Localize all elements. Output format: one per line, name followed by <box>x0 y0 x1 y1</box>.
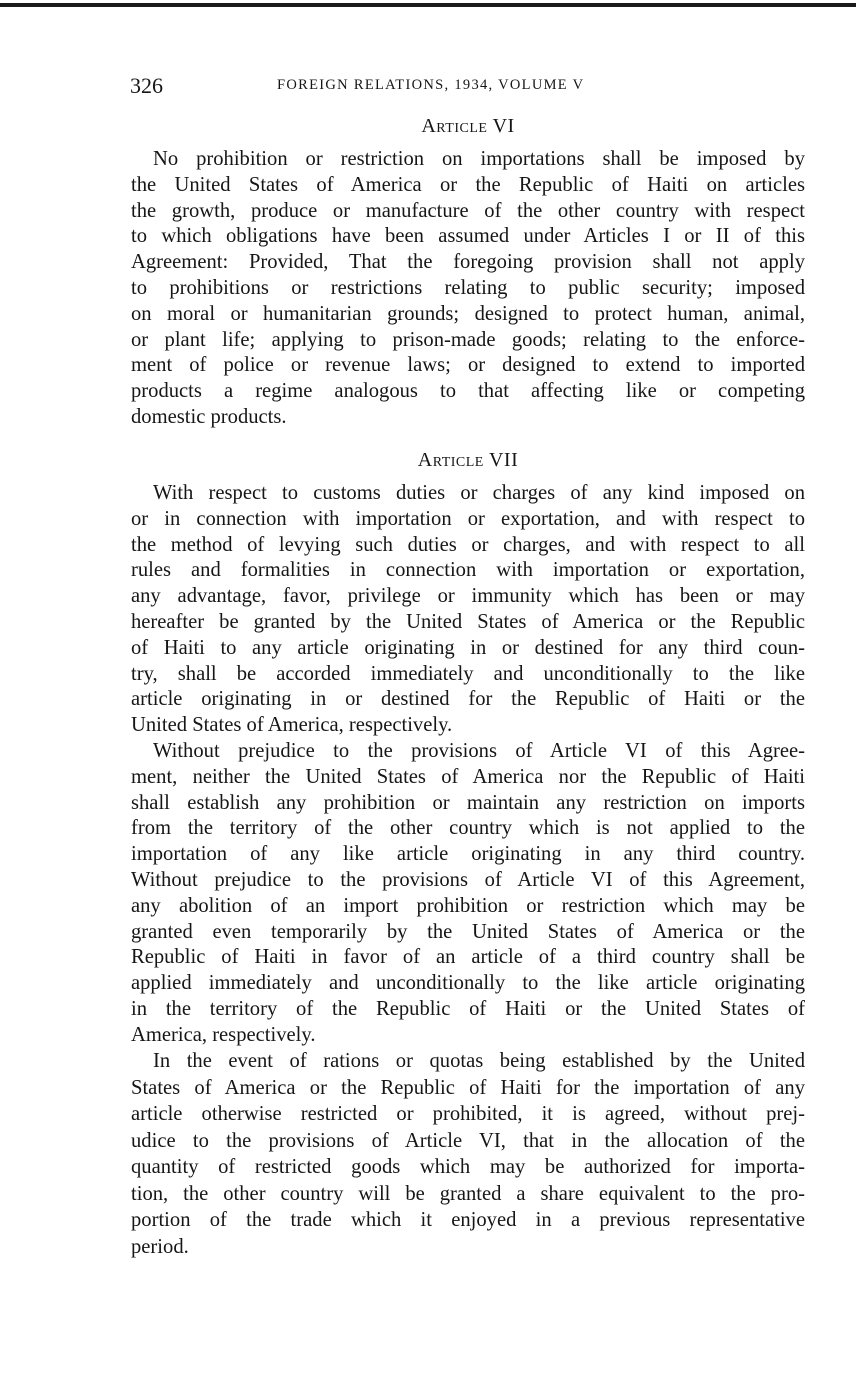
text-line: shall establish any prohibition or maintain any restriction on imports <box>131 791 805 814</box>
article-vi-paragraph-1 <box>131 147 805 431</box>
text-line: granted even temporarily by the United States of America or the <box>131 920 805 943</box>
text-line: rules and formalities in connection with importation or exportation, <box>131 559 805 582</box>
text-line: the growth, produce or manufacture of the other country with respect <box>131 199 805 222</box>
text-line: America, respectively. <box>131 1023 316 1046</box>
text-line: period. <box>131 1235 189 1258</box>
text-line: Agreement: Provided, That the foregoing provision shall not apply <box>131 251 805 274</box>
text-line: from the territory of the other country which is not applied to the <box>131 817 805 840</box>
text-line: With respect to customs duties or charges of any kind imposed on <box>153 482 805 504</box>
text-line: or plant life; applying to prison-made goods; relating to the enforce- <box>131 328 805 351</box>
text-line: Republic of Haiti in favor of an article of a third country shall be <box>131 946 805 969</box>
text-line: In the event of rations or quotas being established by the United <box>153 1050 805 1072</box>
text-line: applied immediately and unconditionally to the like article originating <box>131 972 805 995</box>
text-line: domestic products. <box>131 405 287 428</box>
page-number: 326 <box>130 73 163 98</box>
text-line: importation of any like article originating in any third country. <box>131 843 805 866</box>
text-line: portion of the trade which it enjoyed in a previous representative <box>131 1209 805 1231</box>
text-line: article otherwise restricted or prohibited, it is agreed, without prej- <box>131 1103 805 1125</box>
text-line: on moral or humanitarian grounds; designed to protect human, animal, <box>131 302 805 325</box>
text-line: hereafter be granted by the United States of America or the Republic <box>131 610 805 633</box>
top-rule <box>0 3 856 7</box>
text-line: States of America or the Republic of Haiti for the importation of any <box>131 1076 805 1099</box>
text-line: Without prejudice to the provisions of Article VI of this Agreement, <box>131 868 805 891</box>
text-line: any advantage, favor, privilege or immunity which has been or may <box>131 585 805 608</box>
text-line: try, shall be accorded immediately and unconditionally to the like <box>131 662 805 685</box>
text-line: quantity of restricted goods which may be authorized for importa- <box>131 1156 805 1178</box>
text-line: tion, the other country will be granted a share equivalent to the pro- <box>131 1182 805 1205</box>
text-line: of Haiti to any article originating in or destined for any third coun- <box>131 636 805 659</box>
article-vi-heading: Article VI <box>421 115 515 137</box>
text-line: ment, neither the United States of America nor the Republic of Haiti <box>131 765 805 788</box>
text-line: to which obligations have been assumed under Articles I or II of this <box>131 225 805 248</box>
text-line: ment of police or revenue laws; or designed to extend to imported <box>131 354 805 377</box>
article-vii-paragraph-3 <box>131 1048 805 1260</box>
text-line: the United States of America or the Republic of Haiti on articles <box>131 173 805 196</box>
text-line: United States of America, respectively. <box>131 714 453 737</box>
text-line: udice to the provisions of Article VI, that in the allocation of the <box>131 1129 805 1152</box>
text-line: article originating in or destined for the Republic of Haiti or the <box>131 688 805 711</box>
text-line: Without prejudice to the provisions of Article VI of this Agree- <box>153 740 805 762</box>
text-line: in the territory of the Republic of Haiti or the United States of <box>131 997 805 1020</box>
article-vii-paragraph-1 <box>131 481 805 739</box>
text-line: or in connection with importation or exportation, and with respect to <box>131 507 805 530</box>
article-vii-heading: Article VII <box>417 449 519 471</box>
article-vii-paragraph-2 <box>131 739 805 1049</box>
running-head: FOREIGN RELATIONS, 1934, VOLUME V <box>277 77 585 93</box>
text-line: to prohibitions or restrictions relating to public security; imposed <box>131 276 805 299</box>
text-line: the method of levying such duties or charges, and with respect to all <box>131 533 805 556</box>
text-line: products a regime analogous to that affecting like or competing <box>131 380 805 403</box>
text-line: any abolition of an import prohibition or restriction which may be <box>131 894 805 917</box>
text-line: No prohibition or restriction on importations shall be imposed by <box>153 148 805 170</box>
